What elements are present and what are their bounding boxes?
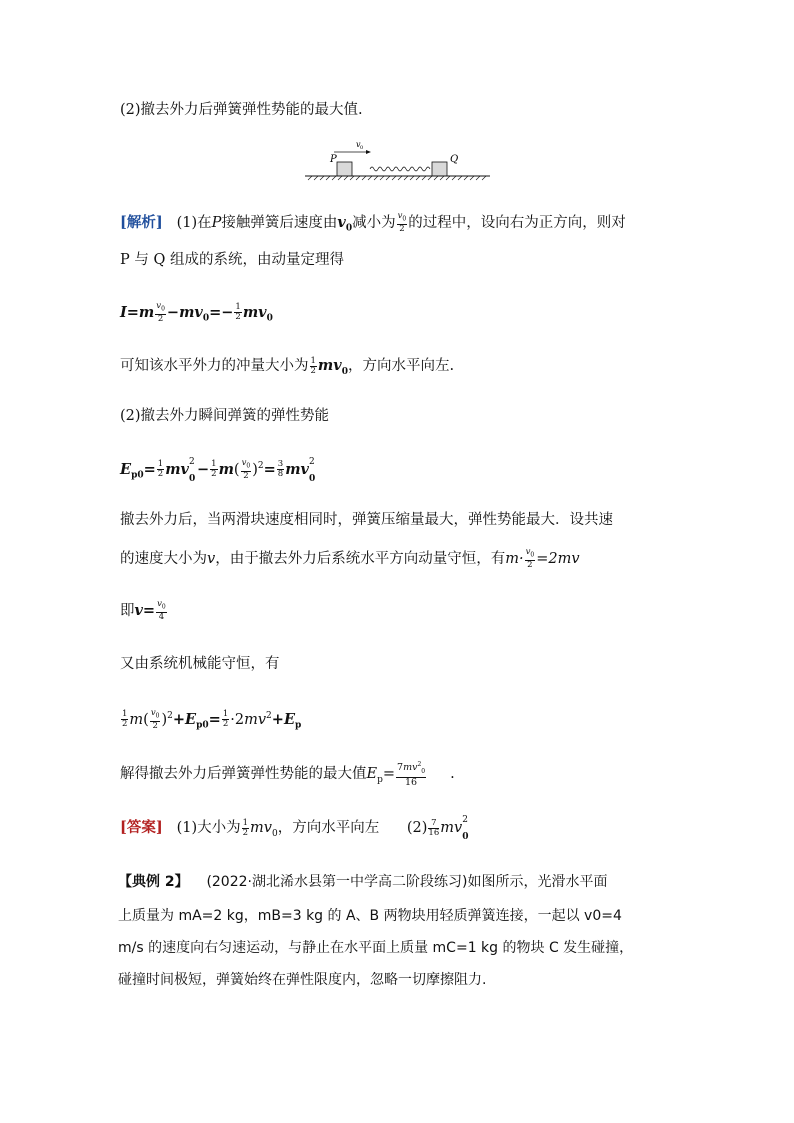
fraction-v0-over-2: $\frac{v_0}{2}$ [397, 211, 407, 234]
answer-a3: ，方向水平向左 [277, 820, 380, 836]
answer-tag: [答案] [120, 819, 163, 836]
eq1-a: I=m [120, 303, 155, 321]
analysis-line-12: 解得撤去外力后弹簧弹性势能的最大值$E_p=$ $\frac{7mv^2_0}{16}$ . [120, 761, 455, 789]
analysis-line-5: (2)撤去外力瞬间弹簧的弹性势能 [120, 408, 330, 424]
answer-a5: mv [440, 820, 463, 836]
eq1-b: −mv [166, 303, 203, 321]
spring [370, 167, 430, 171]
analysis-l8-e: =2mv [536, 550, 580, 567]
analysis-l1-e: 的过程中，设向右为正方向，则对 [408, 214, 626, 231]
answer-line: [答案] (1)大小为 $\frac{1}{2}$ $mv_0$，方向水平向左 (2) $\frac{7}{16}$ mv 2 0 [120, 815, 469, 842]
analysis-l4-b: mv [317, 357, 342, 374]
example-line-1 [118, 872, 607, 892]
spring-block-figure [300, 140, 500, 190]
question-2-text: (2)撤去外力后弹簧弹性势能的最大值. [120, 102, 363, 118]
analysis-l12-c: p [377, 774, 383, 785]
analysis-l9-b: v= [134, 601, 156, 619]
analysis-l12-a: 解得撤去外力后弹簧弹性势能的最大值 [120, 766, 367, 783]
ground-hatch [308, 176, 486, 180]
analysis-line-2: P 与 Q 组成的系统，由动量定理得 [120, 252, 344, 268]
figure-label-v-sub: 0 [360, 145, 364, 151]
analysis-l4-a: 可知该水平外力的冲量大小为 [120, 358, 309, 374]
answer-a1: (1)大小为 [176, 820, 241, 836]
figure-label-q: Q [450, 154, 459, 165]
eq1-c: =− [209, 303, 234, 321]
figure-label-p: P [330, 154, 337, 165]
equation-energy: $\frac{1}{2}$ m( $\frac{v_0}{2}$ )$^2+E_{p0}=$ $\frac{1}{2}$ $\cdot 2mv^2+E_p$ [122, 707, 302, 731]
equation-impulse: I=m $\frac{v_0}{2}$ $-mv_0=-$ $\frac{1}{2}$ $mv_0$ [120, 301, 273, 324]
analysis-l8-b: v [207, 550, 216, 567]
analysis-line-8: 的速度大小为v，由于撤去外力后系统水平方向动量守恒，有m· $\frac{v_0}{2}$ =2mv [120, 547, 580, 570]
analysis-l1-d: 减小为 [352, 214, 396, 231]
analysis-l1-c: 接触弹簧后速度由 [221, 214, 338, 231]
analysis-line-1: [解析] (1)在P接触弹簧后速度由$v_0$减小为 $\frac{v_0}{2}$ 的过程中，设向右为正方向，则对 [120, 211, 626, 234]
analysis-line-4: 可知该水平外力的冲量大小为 $\frac{1}{2}$ $mv_0$，方向水平向左. [120, 355, 455, 377]
analysis-l4-c: ，方向水平向左. [347, 358, 455, 374]
velocity-arrow-head [366, 150, 371, 154]
example-line-4: 碰撞时间极短，弹簧始终在弹性限度内，忽略一切摩擦阻力. [118, 972, 487, 988]
example-line-2: 上质量为 mA=2 kg，mB=3 kg 的 A、B 两物块用轻质弹簧连接，一起以 v0=4 [118, 908, 622, 924]
analysis-l12-d: = [382, 766, 396, 783]
analysis-l1-a: (1)在 [176, 214, 212, 231]
analysis-l8-a: 的速度大小为 [120, 550, 207, 567]
answer-a2: mv [250, 820, 272, 836]
block-p [337, 162, 352, 176]
analysis-l9-a: 即 [120, 602, 135, 619]
analysis-line-9: 即v= $\frac{v_0}{4}$ [120, 599, 166, 622]
analysis-l1-p: P [211, 214, 222, 231]
example-l1-tail: 如图所示，光滑水平面 [467, 874, 608, 890]
analysis-line-10: 又由系统机械能守恒，有 [120, 656, 280, 672]
equation-ep0: $E_{p0}=$ $\frac{1}{2}$ mv 2 0 − $\frac{1}{2}$ m( $\frac{v_0}{2}$ )$^2$= $\frac{3}{8}$ mv 2 0 [120, 456, 316, 484]
analysis-l12-b: E [366, 766, 378, 783]
analysis-l8-c: ，由于撤去外力后系统水平方向动量守恒，有 [215, 550, 506, 567]
analysis-l12-e: . [450, 766, 455, 783]
analysis-l8-d: m· [505, 550, 524, 567]
figure-label-v: v [356, 140, 361, 149]
example-tag: 【典例 2】 [118, 874, 189, 890]
eq1-d: mv [242, 303, 267, 321]
answer-a4: (2) [406, 820, 428, 836]
analysis-tag: [解析] [120, 213, 163, 231]
example-line-3: m/s 的速度向右匀速运动，与静止在水平面上质量 mC=1 kg 的物块 C 发生碰撞， [118, 940, 634, 956]
block-q [432, 162, 447, 176]
analysis-line-7: 撤去外力后，当两滑块速度相同时，弹簧压缩量最大，弹性势能最大．设共速 [120, 512, 613, 528]
example-source: (2022·湖北浠水县第一中学高二阶段练习) [206, 874, 468, 890]
